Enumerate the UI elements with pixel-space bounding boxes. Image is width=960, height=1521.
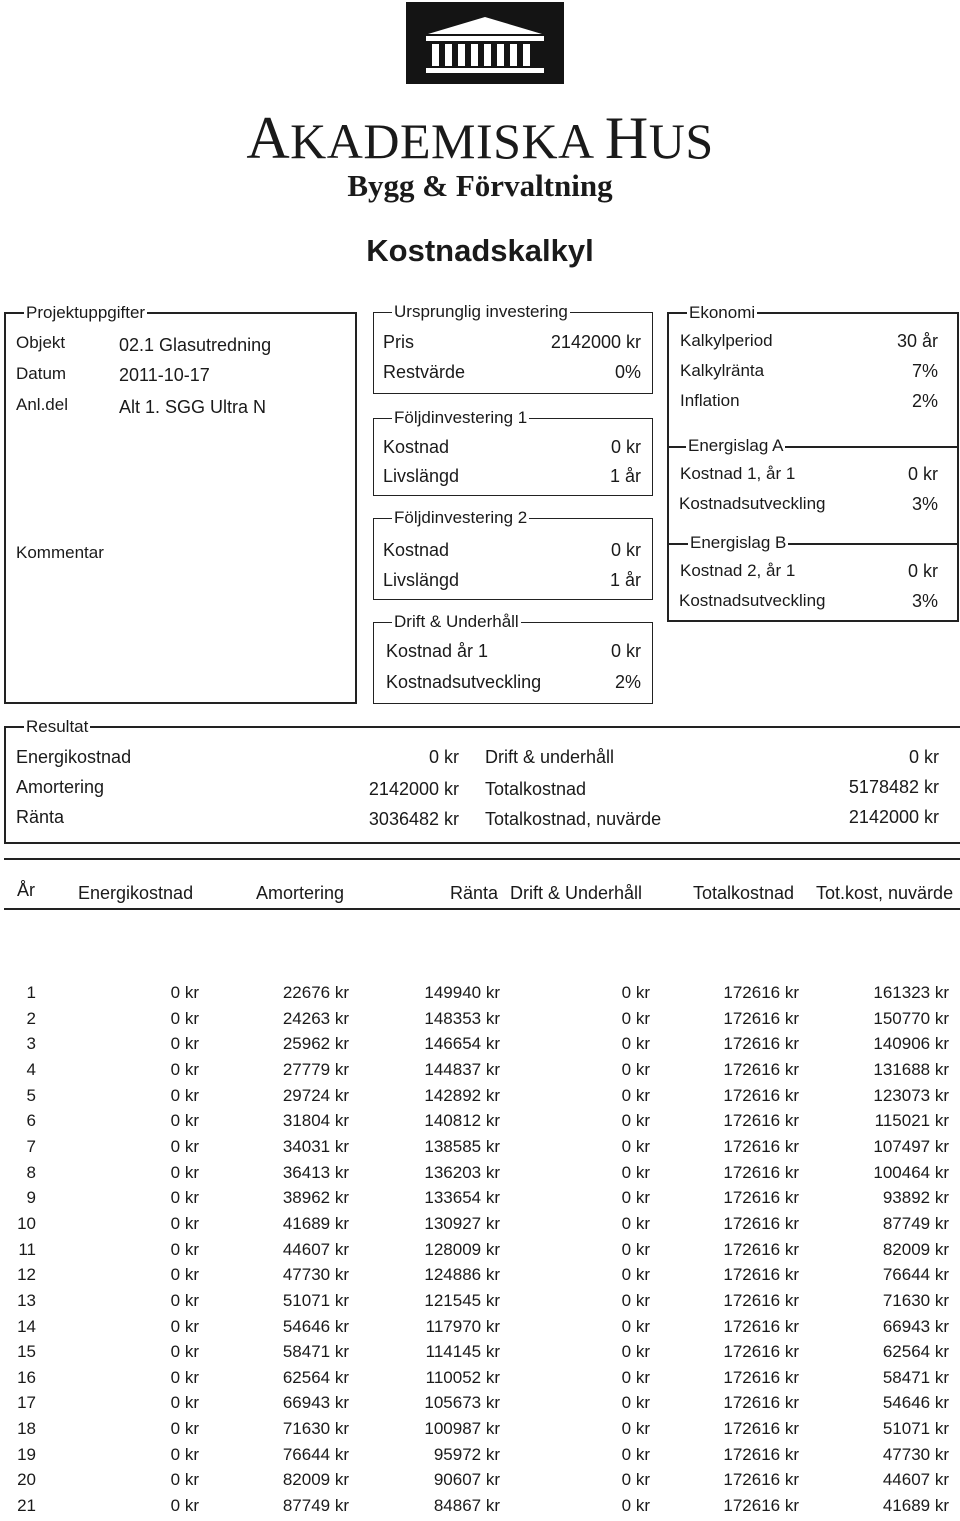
row-drift-cell: 0 kr: [621, 1393, 650, 1413]
energislag-a-legend: Energislag A: [688, 436, 784, 455]
table-header-rule: [4, 908, 960, 910]
kalkylperiod-label: Kalkylperiod: [680, 331, 773, 350]
row-nuvarde-cell: 115021 kr: [874, 1111, 949, 1131]
row-nuvarde-cell: 76644 kr: [882, 1265, 949, 1285]
col-header-energikostnad: Energikostnad: [78, 883, 194, 903]
pris-value: 2142000 kr: [550, 332, 641, 352]
row-energikostnad-cell: 0 kr: [170, 1290, 199, 1310]
row-energikostnad-cell: 0 kr: [170, 1342, 199, 1362]
row-year-cell: 18: [17, 1419, 36, 1438]
row-ranta-cell: 114145 kr: [425, 1342, 500, 1362]
row-nuvarde-cell: 54646 kr: [882, 1393, 949, 1413]
kommentar-label: Kommentar: [16, 543, 104, 562]
energislag-b-legend: Energislag B: [690, 533, 787, 552]
row-energikostnad-cell: 0 kr: [170, 1162, 199, 1182]
row-totalkostnad-cell: 172616 kr: [723, 1290, 799, 1310]
table-row: [0, 1137, 960, 1162]
row-ranta-cell: 100987 kr: [424, 1419, 500, 1438]
table-row: [0, 1060, 960, 1085]
res-drift-value: 0 kr: [908, 747, 939, 767]
row-nuvarde-cell: 161323 kr: [873, 983, 949, 1002]
row-year-cell: 17: [17, 1393, 36, 1413]
col-header-ranta: Ränta: [450, 883, 499, 903]
row-amortering-cell: 51071 kr: [282, 1290, 349, 1310]
table-row: [0, 1163, 960, 1188]
row-totalkostnad-cell: 172616 kr: [723, 983, 799, 1002]
energi-a-kostnad-value: 0 kr: [907, 464, 938, 484]
row-totalkostnad-cell: 172616 kr: [723, 1136, 799, 1156]
drift-utv-value: 2%: [614, 672, 641, 692]
energi-b-kostnad-value: 0 kr: [907, 561, 938, 581]
row-year-cell: 8: [26, 1162, 36, 1182]
row-nuvarde-cell: 107497 kr: [873, 1136, 949, 1156]
row-amortering-cell: 76644 kr: [282, 1444, 349, 1464]
row-totalkostnad-cell: 172616 kr: [723, 1444, 799, 1464]
drift-utv-label: Kostnadsutveckling: [386, 672, 542, 692]
table-row: [0, 1086, 960, 1111]
col-header-drift: Drift & Underhåll: [510, 883, 643, 903]
res-total-label: Totalkostnad: [485, 779, 587, 799]
row-energikostnad-cell: 0 kr: [170, 1136, 199, 1156]
row-drift-cell: 0 kr: [621, 1290, 650, 1310]
row-totalkostnad-cell: 172616 kr: [723, 1188, 799, 1208]
row-amortering-cell: 44607 kr: [282, 1239, 349, 1259]
row-drift-cell: 0 kr: [621, 1367, 650, 1387]
foljd2-legend: Följdinvestering 2: [394, 508, 528, 527]
row-energikostnad-cell: 0 kr: [170, 1419, 199, 1438]
energi-b-kostnad-label: Kostnad 2, år 1: [680, 561, 796, 580]
row-totalkostnad-cell: 172616 kr: [723, 1034, 799, 1054]
row-year-cell: 16: [17, 1367, 36, 1387]
res-amort-value: 2142000 kr: [368, 779, 459, 799]
row-drift-cell: 0 kr: [621, 1444, 650, 1464]
table-row: [0, 983, 960, 1008]
row-energikostnad-cell: 0 kr: [170, 1316, 199, 1336]
row-drift-cell: 0 kr: [621, 1162, 650, 1182]
kalkylranta-value: 7%: [911, 361, 938, 381]
row-drift-cell: 0 kr: [621, 1470, 650, 1490]
res-ranta-label: Ränta: [16, 807, 65, 827]
inflation-label: Inflation: [680, 391, 740, 410]
row-ranta-cell: 133654 kr: [424, 1188, 500, 1208]
row-totalkostnad-cell: 172616 kr: [723, 1085, 799, 1105]
drift-kostnad-value: 0 kr: [610, 641, 641, 661]
row-ranta-cell: 140812 kr: [424, 1111, 500, 1131]
datum-value: 2011-10-17: [119, 365, 210, 385]
row-nuvarde-cell: 47730 kr: [882, 1444, 949, 1464]
resultat-legend: Resultat: [26, 717, 89, 736]
table-row: [0, 1291, 960, 1316]
akademiska-hus-logo: [406, 2, 564, 84]
row-drift-cell: 0 kr: [621, 1034, 650, 1054]
row-year-cell: 21: [17, 1496, 36, 1515]
table-row: [0, 1393, 960, 1418]
row-ranta-cell: 136203 kr: [424, 1162, 500, 1182]
row-nuvarde-cell: 62564 kr: [882, 1342, 949, 1362]
row-ranta-cell: 117970 kr: [425, 1316, 500, 1336]
row-drift-cell: 0 kr: [621, 1136, 650, 1156]
row-year-cell: 9: [26, 1188, 36, 1208]
energi-a-kostnad-label: Kostnad 1, år 1: [680, 464, 796, 483]
kalkylranta-label: Kalkylränta: [680, 361, 765, 380]
row-amortering-cell: 34031 kr: [282, 1136, 349, 1156]
row-energikostnad-cell: 0 kr: [170, 1393, 199, 1413]
energi-b-utv-value: 3%: [911, 591, 938, 611]
row-ranta-cell: 142892 kr: [424, 1085, 500, 1105]
foljd1-kostnad-label: Kostnad: [383, 437, 450, 457]
row-amortering-cell: 62564 kr: [282, 1367, 349, 1387]
table-row: [0, 1240, 960, 1265]
row-year-cell: 15: [17, 1342, 36, 1362]
row-totalkostnad-cell: 172616 kr: [723, 1111, 799, 1131]
row-year-cell: 12: [17, 1265, 36, 1285]
row-nuvarde-cell: 140906 kr: [873, 1034, 949, 1054]
res-amort-label: Amortering: [16, 777, 105, 797]
row-ranta-cell: 95972 kr: [433, 1444, 500, 1464]
row-totalkostnad-cell: 172616 kr: [723, 1419, 799, 1438]
objekt-label: Objekt: [16, 333, 66, 352]
row-amortering-cell: 27779 kr: [282, 1060, 349, 1079]
table-row: [0, 1214, 960, 1239]
row-drift-cell: 0 kr: [621, 1316, 650, 1336]
row-energikostnad-cell: 0 kr: [170, 1470, 199, 1490]
page-title: Kostnadskalkyl: [366, 233, 594, 268]
row-drift-cell: 0 kr: [621, 1111, 650, 1131]
foljd1-livslangd-label: Livslängd: [383, 466, 460, 486]
res-ranta-value: 3036482 kr: [368, 809, 459, 829]
row-energikostnad-cell: 0 kr: [170, 1034, 199, 1054]
anldel-label: Anl.del: [16, 395, 68, 414]
row-nuvarde-cell: 58471 kr: [882, 1367, 949, 1387]
row-totalkostnad-cell: 172616 kr: [723, 1342, 799, 1362]
row-drift-cell: 0 kr: [621, 1188, 650, 1208]
row-totalkostnad-cell: 172616 kr: [723, 1265, 799, 1285]
row-drift-cell: 0 kr: [621, 1060, 650, 1079]
col-header-amortering: Amortering: [256, 883, 345, 903]
row-year-cell: 14: [17, 1316, 36, 1336]
energi-a-utv-label: Kostnadsutveckling: [679, 494, 826, 513]
table-row: [0, 1265, 960, 1290]
row-ranta-cell: 130927 kr: [424, 1213, 500, 1233]
datum-label: Datum: [16, 364, 67, 383]
row-year-cell: 11: [18, 1239, 36, 1259]
row-year-cell: 6: [26, 1111, 36, 1131]
row-drift-cell: 0 kr: [621, 1213, 650, 1233]
row-amortering-cell: 41689 kr: [282, 1213, 349, 1233]
row-drift-cell: 0 kr: [621, 983, 650, 1002]
drift-kostnad-label: Kostnad år 1: [386, 641, 489, 661]
pris-label: Pris: [383, 332, 414, 352]
energi-b-utv-label: Kostnadsutveckling: [679, 591, 826, 610]
row-amortering-cell: 36413 kr: [282, 1162, 349, 1182]
row-year-cell: 20: [17, 1470, 36, 1490]
row-totalkostnad-cell: 172616 kr: [723, 1213, 799, 1233]
row-ranta-cell: 128009 kr: [424, 1239, 500, 1259]
col-header-totalkostnad: Totalkostnad: [693, 883, 795, 903]
res-nuvarde-value: 2142000 kr: [848, 807, 939, 827]
row-nuvarde-cell: 123073 kr: [873, 1085, 949, 1105]
table-row: [0, 1342, 960, 1367]
row-energikostnad-cell: 0 kr: [170, 1060, 199, 1079]
row-nuvarde-cell: 51071 kr: [882, 1419, 949, 1438]
row-ranta-cell: 138585 kr: [424, 1136, 500, 1156]
table-row: [0, 1111, 960, 1136]
row-energikostnad-cell: 0 kr: [170, 1213, 199, 1233]
foljd2-livslangd-value: 1 år: [609, 570, 641, 590]
ekonomi-legend: Ekonomi: [689, 303, 756, 322]
row-amortering-cell: 71630 kr: [282, 1419, 349, 1438]
ursprunglig-legend: Ursprunglig investering: [394, 302, 568, 321]
row-energikostnad-cell: 0 kr: [170, 983, 199, 1002]
foljd1-kostnad-value: 0 kr: [610, 437, 641, 457]
res-drift-label: Drift & underhåll: [485, 747, 615, 767]
row-year-cell: 5: [26, 1085, 36, 1105]
col-header-ar: År: [17, 880, 35, 900]
row-totalkostnad-cell: 172616 kr: [723, 1162, 799, 1182]
row-year-cell: 4: [26, 1060, 36, 1079]
row-totalkostnad-cell: 172616 kr: [723, 1367, 799, 1387]
table-row: [0, 1188, 960, 1213]
row-drift-cell: 0 kr: [621, 1239, 650, 1259]
table-row: [0, 1368, 960, 1393]
row-amortering-cell: 66943 kr: [282, 1393, 349, 1413]
col-header-nuvarde: Tot.kost, nuvärde: [816, 883, 954, 903]
row-ranta-cell: 149940 kr: [424, 983, 500, 1002]
row-totalkostnad-cell: 172616 kr: [723, 1316, 799, 1336]
foljd1-legend: Följdinvestering 1: [394, 408, 528, 427]
table-row: [0, 1419, 960, 1444]
row-amortering-cell: 25962 kr: [282, 1034, 349, 1054]
row-ranta-cell: 146654 kr: [424, 1034, 500, 1054]
row-amortering-cell: 82009 kr: [282, 1470, 349, 1490]
row-totalkostnad-cell: 172616 kr: [723, 1393, 799, 1413]
res-energi-label: Energikostnad: [16, 747, 132, 767]
table-top-rule: [4, 858, 960, 860]
row-year-cell: 10: [17, 1213, 36, 1233]
row-energikostnad-cell: 0 kr: [170, 1444, 199, 1464]
row-drift-cell: 0 kr: [621, 1496, 650, 1515]
res-total-value: 5178482 kr: [848, 777, 939, 797]
row-ranta-cell: 110052 kr: [425, 1367, 500, 1387]
row-totalkostnad-cell: 172616 kr: [723, 1008, 799, 1028]
row-ranta-cell: 90607 kr: [433, 1470, 500, 1490]
building-pillars-icon: [406, 2, 564, 84]
foljd2-kostnad-label: Kostnad: [383, 540, 450, 560]
row-drift-cell: 0 kr: [621, 1265, 650, 1285]
row-year-cell: 2: [26, 1008, 36, 1028]
row-amortering-cell: 54646 kr: [282, 1316, 349, 1336]
row-amortering-cell: 47730 kr: [282, 1265, 349, 1285]
row-amortering-cell: 87749 kr: [282, 1496, 349, 1515]
row-amortering-cell: 38962 kr: [282, 1188, 349, 1208]
objekt-value: 02.1 Glasutredning: [119, 335, 272, 355]
row-energikostnad-cell: 0 kr: [170, 1008, 199, 1028]
row-amortering-cell: 58471 kr: [282, 1342, 349, 1362]
table-row: [0, 1034, 960, 1059]
table-row: [0, 1496, 960, 1521]
row-energikostnad-cell: 0 kr: [170, 1239, 199, 1259]
row-ranta-cell: 144837 kr: [424, 1060, 500, 1079]
row-amortering-cell: 31804 kr: [282, 1111, 349, 1131]
anldel-value: Alt 1. SGG Ultra N: [119, 397, 267, 417]
row-nuvarde-cell: 100464 kr: [873, 1162, 949, 1182]
restvarde-label: Restvärde: [383, 362, 466, 382]
table-header: [0, 880, 960, 904]
foljd1-livslangd-value: 1 år: [609, 466, 641, 486]
table-row: [0, 1470, 960, 1495]
row-ranta-cell: 121545 kr: [424, 1290, 500, 1310]
row-year-cell: 19: [17, 1444, 36, 1464]
row-amortering-cell: 22676 kr: [282, 983, 349, 1002]
row-nuvarde-cell: 150770 kr: [873, 1008, 949, 1028]
foljd2-kostnad-value: 0 kr: [610, 540, 641, 560]
row-nuvarde-cell: 66943 kr: [882, 1316, 949, 1336]
row-nuvarde-cell: 82009 kr: [882, 1239, 949, 1259]
restvarde-value: 0%: [614, 362, 641, 382]
row-nuvarde-cell: 71630 kr: [882, 1290, 949, 1310]
row-nuvarde-cell: 41689 kr: [882, 1496, 949, 1515]
row-nuvarde-cell: 44607 kr: [882, 1470, 949, 1490]
row-energikostnad-cell: 0 kr: [170, 1367, 199, 1387]
row-ranta-cell: 84867 kr: [433, 1496, 500, 1515]
brand-wordmark: AKADEMISKA HUS: [246, 105, 714, 171]
drift-legend: Drift & Underhåll: [394, 612, 519, 631]
row-drift-cell: 0 kr: [621, 1008, 650, 1028]
row-ranta-cell: 148353 kr: [424, 1008, 500, 1028]
table-row: [0, 1317, 960, 1342]
row-amortering-cell: 29724 kr: [282, 1085, 349, 1105]
energi-a-utv-value: 3%: [911, 494, 938, 514]
kalkylperiod-value: 30 år: [896, 331, 938, 351]
row-drift-cell: 0 kr: [621, 1085, 650, 1105]
foljd2-livslangd-label: Livslängd: [383, 570, 460, 590]
row-year-cell: 13: [17, 1290, 36, 1310]
table-row: [0, 1009, 960, 1034]
projekt-legend: Projektuppgifter: [26, 303, 146, 322]
table-row: [0, 1445, 960, 1470]
inflation-value: 2%: [911, 391, 938, 411]
res-energi-value: 0 kr: [428, 747, 459, 767]
row-year-cell: 3: [26, 1034, 36, 1054]
row-nuvarde-cell: 93892 kr: [882, 1188, 949, 1208]
page-subtitle: Bygg & Förvaltning: [347, 168, 613, 203]
res-nuvarde-label: Totalkostnad, nuvärde: [485, 809, 662, 829]
row-energikostnad-cell: 0 kr: [170, 1085, 199, 1105]
row-ranta-cell: 124886 kr: [424, 1265, 500, 1285]
row-year-cell: 1: [26, 983, 36, 1002]
row-drift-cell: 0 kr: [621, 1419, 650, 1438]
row-nuvarde-cell: 131688 kr: [873, 1060, 949, 1079]
row-energikostnad-cell: 0 kr: [170, 1188, 199, 1208]
row-energikostnad-cell: 0 kr: [170, 1265, 199, 1285]
row-totalkostnad-cell: 172616 kr: [723, 1496, 799, 1515]
row-totalkostnad-cell: 172616 kr: [723, 1470, 799, 1490]
row-nuvarde-cell: 87749 kr: [882, 1213, 949, 1233]
row-ranta-cell: 105673 kr: [424, 1393, 500, 1413]
row-energikostnad-cell: 0 kr: [170, 1496, 199, 1515]
row-amortering-cell: 24263 kr: [282, 1008, 349, 1028]
row-drift-cell: 0 kr: [621, 1342, 650, 1362]
row-totalkostnad-cell: 172616 kr: [723, 1239, 799, 1259]
row-totalkostnad-cell: 172616 kr: [723, 1060, 799, 1079]
row-year-cell: 7: [26, 1136, 36, 1156]
row-energikostnad-cell: 0 kr: [170, 1111, 199, 1131]
